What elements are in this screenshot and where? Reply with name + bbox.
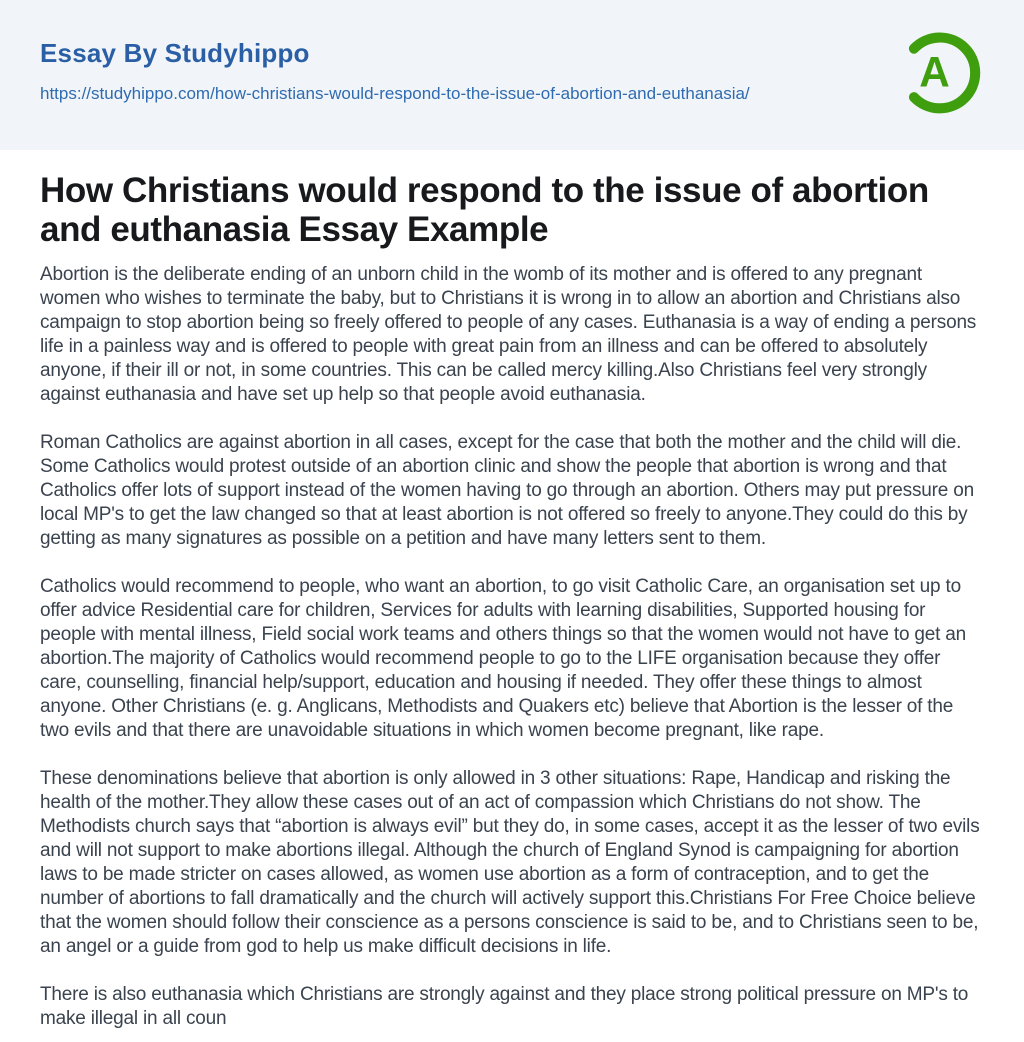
logo-letter: A (919, 48, 950, 96)
essay-title: How Christians would respond to the issue of abortion and euthanasia Essay Example (40, 171, 929, 249)
essay-content (0, 150, 1024, 1031)
studyhippo-logo (894, 25, 986, 119)
essay-paragraph-4: These denominations believe that abortion is only allowed in 3 other situations: Rape, Handicap and risking the health of the mother.They allow these cases out of an act of compassion which Christians do not show. The Methodists church says that “abortion is always evil” but they do, in some cases, accept it as the lesser of two evils and will not support to make abortions illegal. Although the church of England Synod is campaigning for abortion laws to be made stricter on cases allowed, as women use abortion as a form of contraception, and to get the number of abortions to fall dramatically and the church will actively support this.Christians For Free Choice believe that the women should follow their conscience as a persons conscience is said to be, and to Christians seen to be, an angel or a guide from god to help us make difficult decisions in life. (40, 768, 980, 957)
essay-paragraph-5: There is also euthanasia which Christians are strongly against and they place strong political pressure on MP's to make illegal in all coun (40, 984, 969, 1029)
logo-arc-icon (894, 25, 986, 119)
site-title: Essay By Studyhippo (40, 38, 310, 68)
page-header (0, 0, 1024, 150)
essay-paragraph-3: Catholics would recommend to people, who want an abortion, to go visit Catholic Care, an organisation set up to offer advice Residential care for children, Services for adults with learning disabilities, Supported housing for people with mental illness, Field social work teams and others things so that the women would not have to get an abortion.The majority of Catholics would recommend people to go to the LIFE organisation because they offer care, counselling, financial help/support, education and housing if needed. They offer these things to almost anyone. Other Christians (e. g. Anglicans, Methodists and Quakers etc) believe that Abortion is the lesser of the two evils and that there are unavoidable situations in which women become pregnant, like rape. (40, 576, 967, 741)
essay-paragraph-1: Abortion is the deliberate ending of an unborn child in the womb of its mother and is offered to any pregnant women who wishes to terminate the baby, but to Christians it is wrong in to allow an abortion and Christians also campaign to stop abortion being so freely offered to people of any cases. Euthanasia is a way of ending a persons life in a painless way and is offered to people with great pain from an illness and can be offered to absolutely anyone, if their ill or not, in some countries. This can be called mercy killing.Also Christians feel very strongly against euthanasia and have set up help so that people avoid euthanasia. (40, 264, 977, 405)
essay-url-link[interactable]: https://studyhippo.com/how-christians-would-respond-to-the-issue-of-abortion-and-euthanasia/ (40, 84, 750, 103)
essay-paragraph-2: Roman Catholics are against abortion in all cases, except for the case that both the mother and the child will die. Some Catholics would protest outside of an abortion clinic and show the people that abortion is wrong and that Catholics offer lots of support instead of the women having to go through an abortion. Others may put pressure on local MP's to get the law changed so that at least abortion is not offered so freely to anyone.They could do this by getting as many signatures as possible on a petition and have many letters sent to them. (40, 432, 974, 549)
